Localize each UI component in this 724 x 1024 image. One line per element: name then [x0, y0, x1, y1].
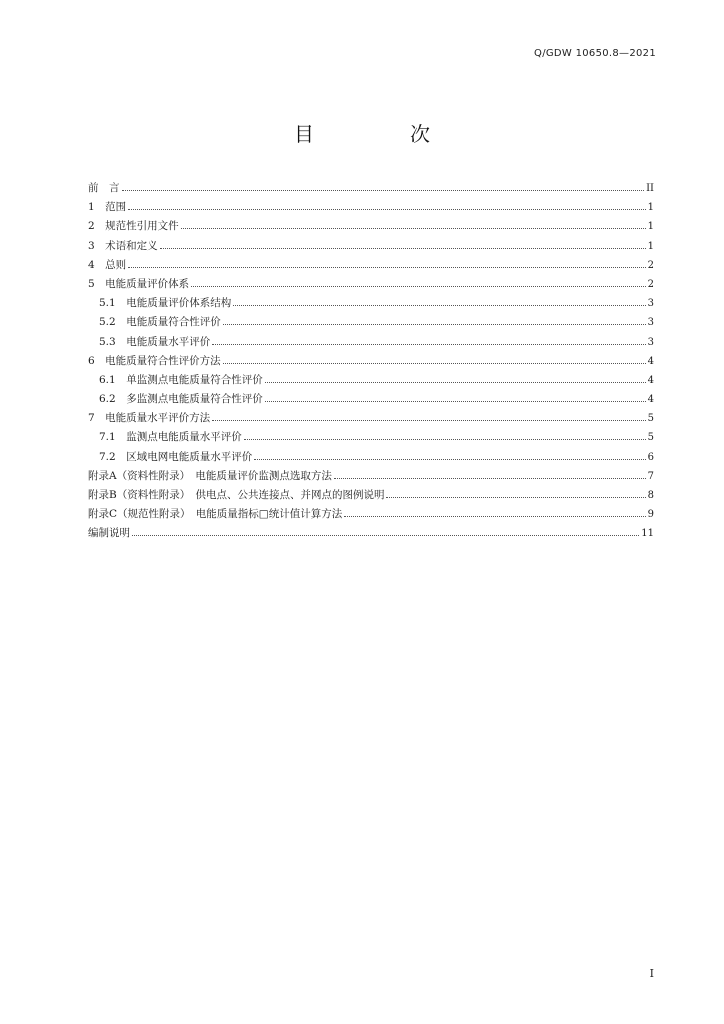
toc-entry-label: 5.1 电能质量评价体系结构 — [99, 297, 232, 310]
toc-entry-label: 7.2 区域电网电能质量水平评价 — [99, 450, 253, 463]
toc-dot-leader — [132, 535, 639, 536]
toc-entry[interactable] — [88, 371, 654, 390]
page-title: 目 次 — [294, 122, 468, 146]
toc-entry-label: 3 术语和定义 — [88, 239, 158, 252]
toc-dot-leader — [212, 344, 645, 345]
toc-entry[interactable] — [88, 409, 654, 428]
toc-entry-page: 8 — [647, 490, 654, 501]
document-code: Q/GDW 10650.8—2021 — [534, 48, 656, 59]
toc-entry-page: 11 — [641, 528, 654, 540]
toc-entry-page: 4 — [647, 355, 654, 367]
toc-entry[interactable] — [88, 352, 654, 371]
toc-dot-leader — [233, 305, 645, 306]
toc-entry[interactable] — [88, 524, 654, 543]
toc-entry-label: 6.2 多监测点电能质量符合性评价 — [99, 393, 263, 406]
toc-entry-label: 7 电能质量水平评价方法 — [88, 412, 211, 425]
toc-entry-page: 5 — [647, 413, 654, 425]
toc-entry-label: 5.2 电能质量符合性评价 — [99, 316, 221, 329]
toc-entry-label: 4 总则 — [88, 258, 127, 271]
table-of-contents — [88, 179, 654, 544]
toc-entry-page: 3 — [647, 298, 654, 310]
toc-dot-leader — [265, 401, 646, 402]
toc-dot-leader — [254, 459, 645, 460]
toc-entry-label: 6.1 单监测点电能质量符合性评价 — [99, 373, 263, 386]
toc-entry-page: 7 — [647, 470, 654, 482]
toc-entry-page: 1 — [647, 221, 654, 233]
toc-entry-label: 5 电能质量评价体系 — [88, 277, 190, 290]
toc-dot-leader — [128, 267, 645, 268]
toc-entry-label: 2 规范性引用文件 — [88, 220, 179, 233]
toc-entry[interactable] — [88, 217, 654, 236]
toc-entry-label: 前 言 — [88, 182, 120, 194]
toc-dot-leader — [244, 439, 646, 440]
toc-entry-label: 5.3 电能质量水平评价 — [99, 335, 211, 348]
toc-dot-leader — [386, 497, 645, 498]
toc-entry-page: 6 — [647, 451, 654, 463]
toc-entry[interactable] — [88, 275, 654, 294]
toc-entry[interactable] — [88, 256, 654, 275]
toc-entry[interactable] — [88, 198, 654, 217]
toc-entry-label: 编制说明 — [88, 527, 130, 540]
toc-entry-page: 4 — [647, 394, 654, 406]
toc-entry-label: 6 电能质量符合性评价方法 — [88, 354, 221, 367]
toc-entry-label: 7.1 监测点电能质量水平评价 — [99, 431, 242, 444]
toc-dot-leader — [181, 228, 646, 229]
toc-entry-page: 9 — [647, 509, 654, 521]
toc-dot-leader — [212, 420, 645, 421]
toc-entry-page: 2 — [647, 278, 654, 290]
toc-entry[interactable] — [88, 467, 654, 486]
toc-entry-page: II — [646, 183, 654, 194]
toc-entry-page: 1 — [647, 202, 654, 214]
toc-entry[interactable] — [88, 294, 654, 313]
toc-entry[interactable] — [88, 448, 654, 467]
toc-entry[interactable] — [88, 428, 654, 447]
toc-dot-leader — [160, 248, 646, 249]
toc-dot-leader — [128, 209, 645, 210]
toc-entry-label: 附录C（规范性附录） 电能质量指标□统计值计算方法 — [88, 508, 343, 521]
toc-dot-leader — [122, 190, 645, 191]
toc-entry-label: 附录A（资料性附录） 电能质量评价监测点选取方法 — [88, 469, 332, 482]
toc-dot-leader — [223, 363, 646, 364]
toc-entry[interactable] — [88, 390, 654, 409]
toc-entry-page: 3 — [647, 336, 654, 348]
toc-dot-leader — [191, 286, 645, 287]
toc-entry[interactable] — [88, 486, 654, 505]
page-number: I — [649, 967, 654, 980]
toc-entry[interactable] — [88, 179, 654, 198]
toc-dot-leader — [223, 324, 646, 325]
toc-dot-leader — [265, 382, 646, 383]
toc-dot-leader — [344, 516, 645, 517]
toc-dot-leader — [334, 478, 646, 479]
toc-entry[interactable] — [88, 313, 654, 332]
toc-entry-page: 2 — [647, 259, 654, 271]
toc-entry[interactable] — [88, 237, 654, 256]
toc-entry-label: 1 范围 — [88, 201, 127, 214]
toc-entry[interactable] — [88, 333, 654, 352]
toc-entry[interactable] — [88, 505, 654, 524]
toc-entry-page: 1 — [647, 240, 654, 252]
toc-entry-page: 4 — [647, 374, 654, 386]
toc-entry-page: 5 — [647, 432, 654, 444]
toc-entry-label: 附录B（资料性附录） 供电点、公共连接点、并网点的图例说明 — [88, 489, 385, 501]
toc-entry-page: 3 — [647, 317, 654, 329]
